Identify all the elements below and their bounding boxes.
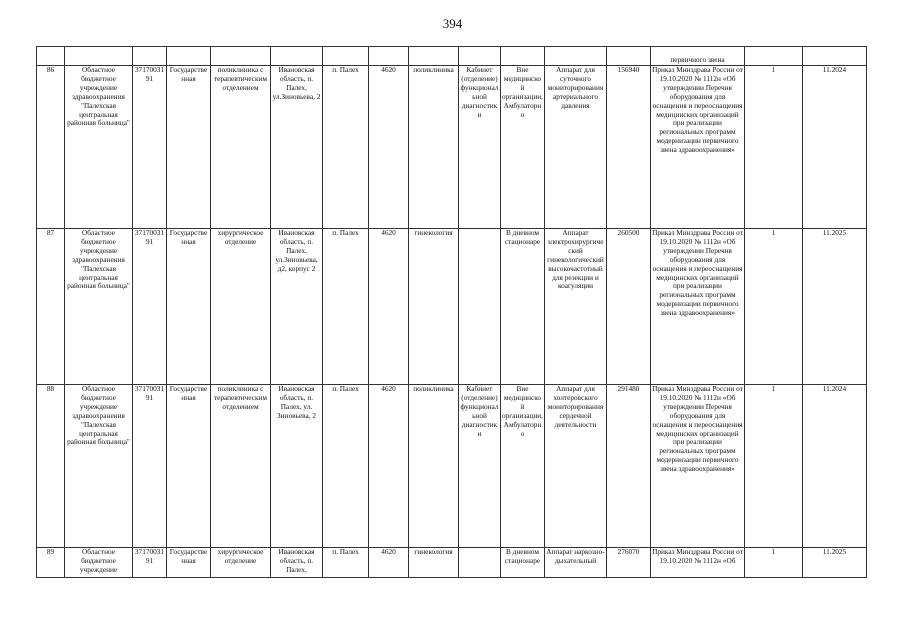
cost-cell: 276070 [607,548,651,578]
locality-cell: п. Палех [323,229,369,385]
docs-cell: Приказ Минздрава России от 19.10.2020 № 1112н «Об [651,548,745,578]
code-cell: 4620 [369,385,409,548]
unit-cell: поликлиника с терапевтическим отделением [211,385,271,548]
docs-cell: Приказ Минздрава России от 19.10.2020 № 1112н «Об утверждении Перечня оборудования для оснащения и переоснащения медицинских организаций при реализации региональных программ модернизации первичного звена здравоохранения» [651,385,745,548]
ownership-cell: Государственная [167,385,211,548]
equipment-cell: Аппарат для суточного мониторирования артериального давления [545,66,607,229]
table-row [37,229,867,385]
table-row [37,66,867,229]
unit-cell: поликлиника с терапевтическим отделением [211,66,271,229]
address-cell: Ивановская область, п. Палех, ул.Зиновьева, д2, корпус 2 [271,229,323,385]
department-cell: поликлиника [409,385,459,548]
row-number: 88 [37,385,65,548]
docs-text: первичного звена [670,56,725,64]
organization-cell: Областное бюджетное учреждение здравоохранения "Палехская центральная районная больница" [65,229,133,385]
row-number: 89 [37,548,65,578]
organization-cell: Областное бюджетное учреждение здравоохранения "Палехская центральная районная больница" [65,66,133,229]
cost-cell: 156940 [607,66,651,229]
locality-cell: п. Палех [323,385,369,548]
date-cell: 11.2025 [803,548,867,578]
cost-cell: 260500 [607,229,651,385]
continuation-row [37,47,867,66]
room-cell [459,229,501,385]
condition-cell: В дневном стационаре [501,548,545,578]
condition-cell: Вне медицинской организации, Амбулаторно [501,385,545,548]
condition-cell: В дневном стационаре [501,229,545,385]
department-cell: гинекология [409,229,459,385]
table-row [37,548,867,578]
organization-cell: Областное бюджетное учреждение [65,548,133,578]
organization-cell: Областное бюджетное учреждение здравоохранения "Палехская центральная районная больница" [65,385,133,548]
address-cell: Ивановская область, п. Палех, ул. Зиновьева, 2 [271,385,323,548]
equipment-registry-table [36,46,867,578]
quantity-cell: 1 [745,385,803,548]
unit-cell: хирургическое отделение [211,548,271,578]
docs-cell: Приказ Минздрава России от 19.10.2020 № 1112н «Об утверждении Перечня оборудования для оснащения и переоснащения медицинских организаций при реализации региональных программ модернизации первичного звена здравоохранения» [651,66,745,229]
inn-cell: 3717003191 [133,229,167,385]
equipment-cell: Аппарат электрохирургический гинекологический высокочастотный для резекции и коагуляции [545,229,607,385]
inn-cell: 3717003191 [133,66,167,229]
date-cell: 11.2024 [803,385,867,548]
address-cell: Ивановская область, п. Палех, [271,548,323,578]
locality-cell: п. Палех [323,66,369,229]
date-cell: 11.2025 [803,229,867,385]
docs-cell: Приказ Минздрава России от 19.10.2020 № 1112н «Об утверждении Перечня оборудования для оснащения и переоснащения медицинских организаций при реализации региональных программ модернизации первичного звена здравоохранения» [651,229,745,385]
condition-cell: Вне медицинской организации, Амбулаторно [501,66,545,229]
department-cell: поликлиника [409,66,459,229]
room-cell [459,548,501,578]
equipment-cell: Аппарат для холтеровского мониторирования сердечной деятельности [545,385,607,548]
quantity-cell: 1 [745,548,803,578]
row-number: 86 [37,66,65,229]
date-cell: 11.2024 [803,66,867,229]
address-cell: Ивановская область, п. Палех, ул.Зиновьева, 2 [271,66,323,229]
ownership-cell: Государственная [167,229,211,385]
row-number: 87 [37,229,65,385]
inn-cell: 3717003191 [133,548,167,578]
code-cell: 4620 [369,548,409,578]
locality-cell: п. Палех [323,548,369,578]
continued-docs-cell [651,47,745,66]
cost-cell: 291480 [607,385,651,548]
ownership-cell: Государственная [167,66,211,229]
quantity-cell: 1 [745,229,803,385]
quantity-cell: 1 [745,66,803,229]
equipment-cell: Аппарат наркозно-дыхательный [545,548,607,578]
page-number: 394 [442,16,463,31]
code-cell: 4620 [369,229,409,385]
unit-cell: хирургическое отделение [211,229,271,385]
department-cell: гинекология [409,548,459,578]
table-row [37,385,867,548]
room-cell: Кабинет (отделение) функциональной диагностики [459,66,501,229]
ownership-cell: Государственная [167,548,211,578]
room-cell: Кабинет (отделение) функциональной диагностики [459,385,501,548]
inn-cell: 3717003191 [133,385,167,548]
code-cell: 4620 [369,66,409,229]
